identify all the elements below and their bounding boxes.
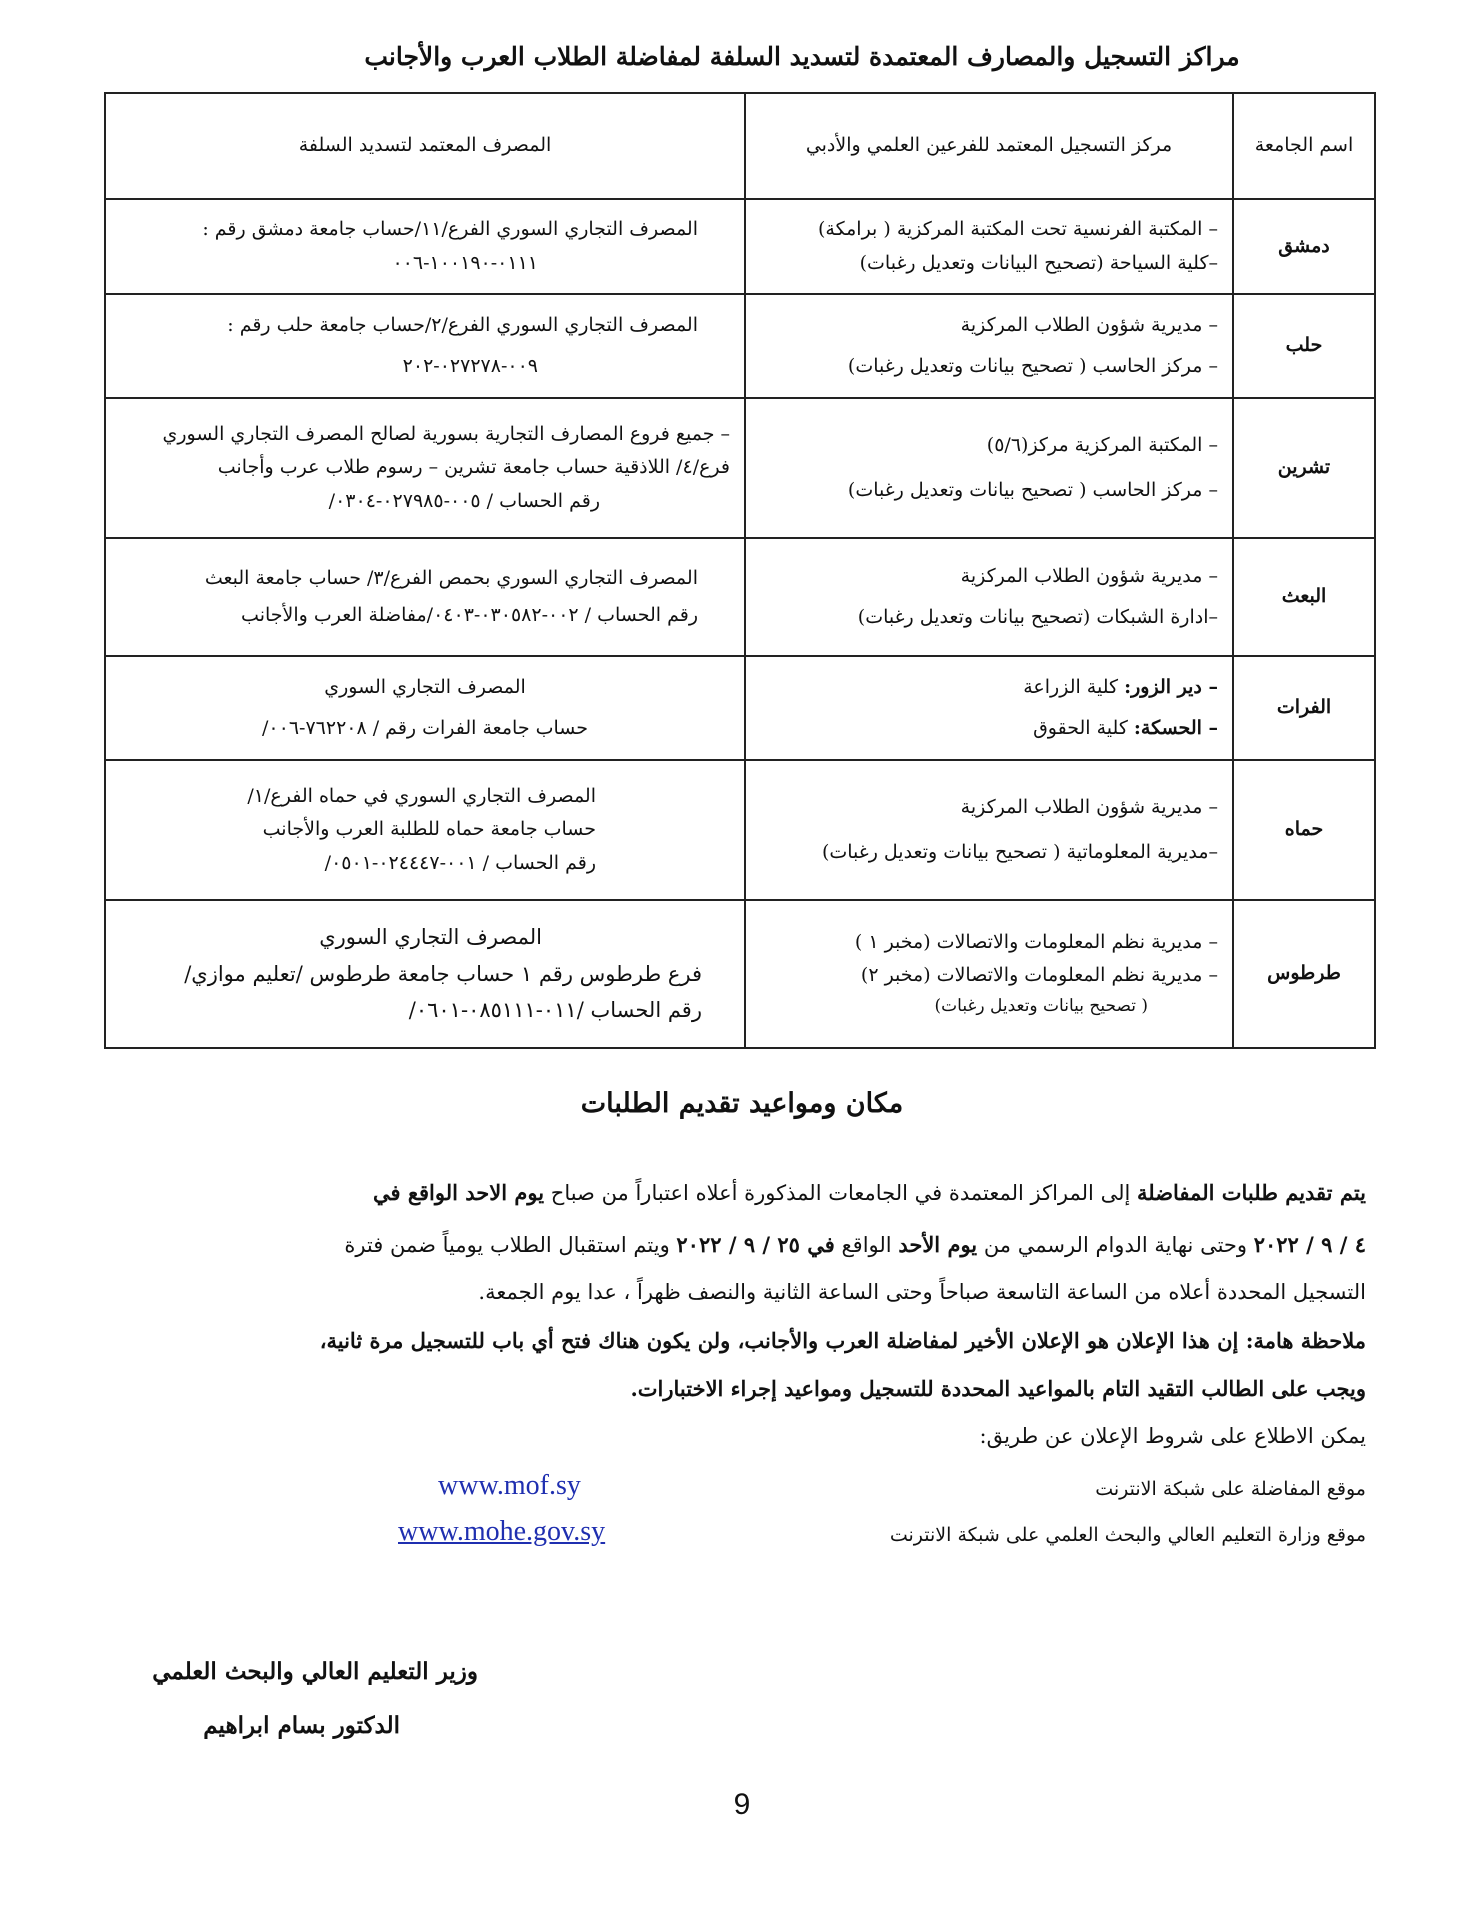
- paragraph-text: الواقع: [834, 1233, 899, 1257]
- table-row: [105, 199, 1375, 294]
- center-cell: [745, 656, 1233, 760]
- bank-cell: [105, 199, 745, 294]
- bank-cell: [105, 760, 745, 900]
- bold-phrase: يوم الأحد: [898, 1232, 978, 1257]
- signature-title: وزير التعليم العالي والبحث العلمي: [152, 1658, 478, 1685]
- center-line: – مديرية شؤون الطلاب المركزية: [960, 564, 1218, 587]
- bank-account-number: ٠١١١-١٠٠١٩٠-٠٠٦: [392, 251, 538, 274]
- university-cell: طرطوس: [1233, 900, 1375, 1048]
- center-cell: [745, 398, 1233, 538]
- faculty-label: كلية الحقوق: [1033, 717, 1134, 739]
- center-line: – المكتبة المركزية مركز(٥/٦): [986, 433, 1218, 456]
- start-date: ٤ / ٩ / ٢٠٢٢: [1253, 1232, 1366, 1257]
- center-line: – مديرية شؤون الطلاب المركزية: [960, 313, 1218, 336]
- bank-line: المصرف التجاري السوري الفرع/١١/حساب جامعة دمشق رقم :: [202, 218, 698, 241]
- header-university: اسم الجامعة: [1233, 93, 1375, 199]
- mof-link[interactable]: www.mof.sy: [438, 1470, 581, 1501]
- table-row: [105, 656, 1375, 760]
- end-date: في ٢٥ / ٩ / ٢٠٢٢: [676, 1232, 835, 1257]
- bank-account-number: حساب جامعة الفرات رقم / ٧٦٢٢٠٨-٠٠٦/: [262, 717, 588, 739]
- center-cell: [745, 538, 1233, 656]
- bank-cell: [105, 656, 745, 760]
- bank-account-number: رقم الحساب / ٠٠٥-٠٢٧٩٨٥-٠٣٠٤/: [328, 489, 600, 512]
- center-line: – مديرية نظم المعلومات والاتصالات (مخبر ١ ): [854, 930, 1218, 953]
- paragraph-text: ويتم استقبال الطلاب يومياً ضمن فترة: [344, 1233, 677, 1257]
- paragraph-text: إلى المراكز المعتمدة في الجامعات المذكورة أعلاه اعتباراً من صباح: [544, 1181, 1137, 1205]
- paragraph-text: وحتى نهاية الدوام الرسمي من: [977, 1233, 1254, 1257]
- table-row: [105, 538, 1375, 656]
- bank-cell: [105, 538, 745, 656]
- bank-account-number: رقم الحساب / ٠٠٢-٠٣٠٥٨٢-٠٤٠٣/مفاضلة العرب والأجانب: [241, 604, 698, 626]
- bank-line: – جميع فروع المصارف التجارية بسورية لصالح المصرف التجاري السوري: [162, 423, 730, 446]
- university-cell: البعث: [1233, 538, 1375, 656]
- center-cell: [745, 199, 1233, 294]
- bank-line: المصرف التجاري السوري في حماه الفرع/١/: [247, 785, 596, 808]
- bold-phrase: يوم الاحد الواقع في: [372, 1180, 545, 1205]
- bank-line: فرع/٤/ اللاذقية حساب جامعة تشرين – رسوم طلاب عرب وأجانب: [217, 456, 730, 479]
- center-cell: [745, 760, 1233, 900]
- bank-line: المصرف التجاري السوري الفرع/٢/حساب جامعة حلب رقم :: [227, 313, 698, 336]
- center-line: [756, 671, 1218, 704]
- links-intro: يمكن الاطلاع على شروط الإعلان عن طريق:: [979, 1424, 1366, 1448]
- city-label: – الحسكة:: [1133, 717, 1218, 739]
- center-line: – مديرية نظم المعلومات والاتصالات (مخبر ٢): [860, 964, 1218, 987]
- table-row: [105, 900, 1375, 1048]
- application-paragraph-line-1: [156, 1180, 1366, 1205]
- center-line: – مركز الحاسب ( تصحيح بيانات وتعديل رغبات): [847, 355, 1218, 377]
- bank-account-number: ٠٠٩-٠٢٧٢٧٨-٢٠٢: [402, 355, 538, 377]
- application-paragraph-line-2: [156, 1232, 1366, 1257]
- city-label: – دير الزور:: [1124, 675, 1218, 698]
- university-cell: تشرين: [1233, 398, 1375, 538]
- bank-line: حساب جامعة حماه للطلبة العرب والأجانب: [262, 818, 596, 841]
- bank-cell: [105, 398, 745, 538]
- center-line: – مركز الحاسب ( تصحيح بيانات وتعديل رغبات): [847, 479, 1218, 501]
- signature-name: الدكتور بسام ابراهيم: [203, 1712, 400, 1739]
- bank-account-number: رقم الحساب /٠١١-٠٨٥١١١-٠٦٠١/: [408, 998, 702, 1023]
- university-cell: دمشق: [1233, 199, 1375, 294]
- center-line: – المكتبة الفرنسية تحت المكتبة المركزية ( برامكة): [818, 218, 1218, 241]
- center-line: ( تصحيح بيانات وتعديل رغبات): [934, 996, 1148, 1017]
- bank-cell: [105, 294, 745, 398]
- bold-phrase: يتم تقديم طلبات المفاضلة: [1136, 1180, 1366, 1205]
- bank-line: فرع طرطوس رقم ١ حساب جامعة طرطوس /تعليم موازي/: [184, 961, 702, 986]
- table-row: [105, 294, 1375, 398]
- page-number: 9: [733, 1788, 751, 1821]
- bank-cell: [105, 900, 745, 1048]
- center-line: –كلية السياحة (تصحيح البيانات وتعديل رغبات): [859, 251, 1218, 274]
- header-center: مركز التسجيل المعتمد للفرعين العلمي والأدبي: [745, 93, 1233, 199]
- table-row: [105, 760, 1375, 900]
- university-cell: حلب: [1233, 294, 1375, 398]
- mof-site-label: موقع المفاضلة على شبكة الانترنت: [1095, 1478, 1366, 1500]
- faculty-label: كلية الزراعة: [1023, 675, 1125, 698]
- important-note-line-2: ويجب على الطالب التقيد التام بالمواعيد المحددة للتسجيل ومواعيد إجراء الاختبارات.: [630, 1376, 1366, 1401]
- bank-line: المصرف التجاري السوري بحمص الفرع/٣/ حساب جامعة البعث: [204, 566, 698, 589]
- university-cell: حماه: [1233, 760, 1375, 900]
- page-title: مراكز التسجيل والمصارف المعتمدة لتسديد السلفة لمفاضلة الطلاب العرب والأجانب: [364, 42, 1240, 71]
- center-cell: [745, 294, 1233, 398]
- bank-line: المصرف التجاري السوري: [319, 924, 542, 949]
- important-note-line-1: ملاحظة هامة: إن هذا الإعلان هو الإعلان الأخير لمفاضلة العرب والأجانب، ولن يكون هناك فتح أي باب للتسجيل مرة ثانية،: [319, 1328, 1366, 1353]
- registration-centers-table: [104, 92, 1376, 1049]
- center-line: –مديرية المعلوماتية ( تصحيح بيانات وتعديل رغبات): [821, 841, 1218, 863]
- mohe-link[interactable]: www.mohe.gov.sy: [398, 1516, 606, 1547]
- bank-account-number: رقم الحساب / ٠٠١-٠٢٤٤٤٧-٠٥٠١/: [324, 851, 596, 874]
- center-line: [756, 712, 1218, 745]
- center-line: –ادارة الشبكات (تصحيح بيانات وتعديل رغبات): [857, 606, 1218, 628]
- center-cell: [745, 900, 1233, 1048]
- mohe-site-label: موقع وزارة التعليم العالي والبحث العلمي على شبكة الانترنت: [889, 1524, 1366, 1546]
- university-cell: الفرات: [1233, 656, 1375, 760]
- section-title: مكان ومواعيد تقديم الطلبات: [580, 1088, 904, 1119]
- application-paragraph-line-3: التسجيل المحددة أعلاه من الساعة التاسعة صباحاً وحتى الساعة الثانية والنصف ظهراً ، عدا يوم الجمعة.: [478, 1280, 1366, 1304]
- bank-line: المصرف التجاري السوري: [324, 675, 526, 698]
- table-row: [105, 398, 1375, 538]
- header-bank: المصرف المعتمد لتسديد السلفة: [105, 93, 745, 199]
- center-line: – مديرية شؤون الطلاب المركزية: [960, 795, 1218, 818]
- table-header-row: [105, 93, 1375, 199]
